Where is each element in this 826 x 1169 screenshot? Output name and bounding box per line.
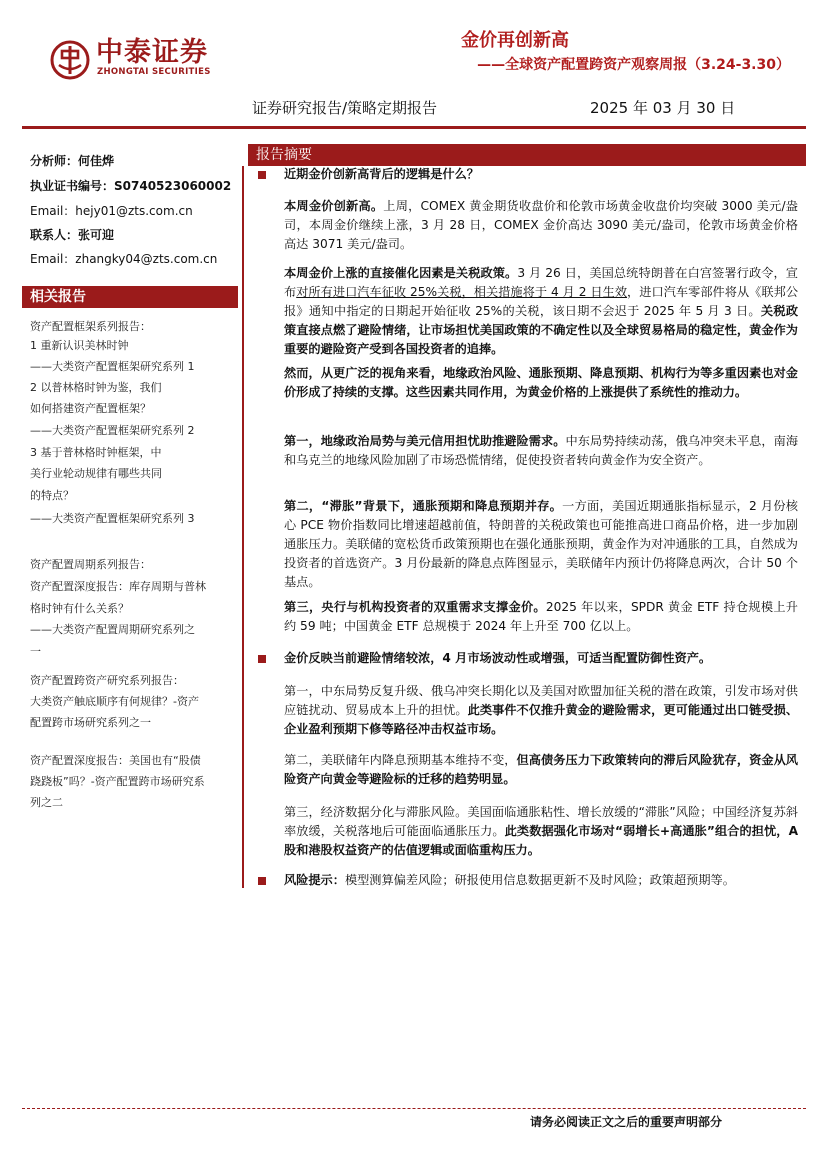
related-report-line: 跷跷板”吗？-资产配置跨市场研究系 — [30, 775, 205, 788]
report-type: 证券研究报告/策略定期报告 — [252, 99, 438, 117]
logo-icon — [50, 40, 90, 80]
footer-divider — [22, 1108, 806, 1109]
contact-line: 联系人：张可迎 — [30, 228, 115, 242]
related-report-line: 大类资产触底顺序有何规律？-资产 — [30, 695, 199, 708]
related-report-line: 资产配置跨资产研究系列报告： — [30, 674, 184, 687]
cert-number: S0740523060002 — [114, 179, 232, 193]
related-reports-heading: 相关报告 — [22, 286, 238, 308]
bullet-icon — [258, 655, 266, 663]
footer-disclaimer: 请务必阅读正文之后的重要声明部分 — [530, 1115, 723, 1129]
related-report-line: 如何搭建资产配置框架？ — [30, 402, 151, 415]
related-report-line: 资产配置框架系列报告： — [30, 320, 151, 333]
related-report-line: ——大类资产配置框架研究系列 1 — [30, 360, 195, 373]
summary-heading: 报告摘要 — [248, 144, 806, 166]
summary-paragraph-1: 本周金价创新高。上周，COMEX 黄金期货收盘价和伦敦市场黄金收盘价均突破 3000 美元/盎司，本周金价继续上涨，3 月 28 日，COMEX 金价高达 3090 美元/盎司，伦敦市场黄金价格高达 3071 美元/盎司。 — [284, 199, 798, 251]
logo-text: 中泰证券 — [96, 37, 208, 68]
related-report-line: ——大类资产配置框架研究系列 2 — [30, 424, 195, 437]
related-report-line: ——大类资产配置框架研究系列 3 — [30, 512, 195, 525]
related-report-line: 的特点？ — [30, 489, 74, 502]
summary-paragraph-9: 第三，经济数据分化与滞胀风险。美国面临通胀粘性、增长放缓的“滞胀”风险；中国经济复苏斜率放缓，关税落地后可能面临通胀压力。此类数据强化市场对“弱增长+高通胀”组合的担忧，A 股和港股权益资产的估值逻辑或面临重构压力。 — [284, 805, 798, 857]
analyst-name: 何佳烨 — [78, 154, 115, 168]
summary-paragraph-3: 然而，从更广泛的视角来看，地缘政治风险、通胀预期、降息预期、机构行为等多重因素也对金价形成了持续的支撑。这些因素共同作用，为黄金价格的上涨提供了系统性的推动力。 — [284, 366, 798, 399]
section-conclusion: 金价反映当前避险情绪较浓，4 月市场波动性或增强，可适当配置防御性资产。 — [284, 651, 712, 665]
summary-paragraph-2: 本周金价上涨的直接催化因素是关税政策。3 月 26 日，美国总统特朗普在白宫签署行政令，宣布对所有进口汽车征收 25%关税，相关措施将于 4 月 2 日生效，进口汽车零部件将从《联邦公报》通知中指定的日期起开始征收 25%的关税，该日期不会迟于 2025 年 5 月 3 日。关税政策直接点燃了避险情绪，让市场担忧美国政策的不确定性以及全球贸易格局的稳定性，黄金作为重要的避险资产受到各国投资者的追捧。 — [284, 266, 799, 356]
related-report-line: 资产配置深度报告：库存周期与普林 — [30, 580, 206, 593]
contact-email[interactable]: zhangky04@zts.com.cn — [75, 252, 218, 266]
email-line-2: Email：zhangky04@zts.com.cn — [30, 252, 218, 266]
summary-paragraph-4: 第一，地缘政治局势与美元信用担忧助推避险需求。中东局势持续动荡，俄乌冲突未平息，南海和乌克兰的地缘风险加剧了市场恐慌情绪，促使投资者转向黄金作为安全资产。 — [284, 434, 799, 467]
logo-subtext: ZHONGTAI SECURITIES — [97, 67, 211, 77]
contact-name: 张可迎 — [78, 228, 115, 242]
related-report-line: ——大类资产配置周期研究系列之 — [30, 623, 195, 636]
summary-paragraph-8: 第二，美联储年内降息预期基本维持不变，但高债务压力下政策转向的滞后风险犹存，资金从风险资产向黄金等避险标的迁移的趋势明显。 — [284, 753, 798, 786]
header-divider — [22, 126, 806, 129]
cert-line: 执业证书编号：S0740523060002 — [30, 179, 232, 193]
related-report-line: 美行业轮动规律有哪些共同 — [30, 467, 162, 480]
summary-paragraph-7: 第一，中东局势反复升级、俄乌冲突长期化以及美国对欧盟加征关税的潜在政策，引发市场对供应链扰动、贸易成本上升的担忧。此类事件不仅推升黄金的避险需求，更可能通过出口链受损、企业盈利预期下修等路径冲击权益市场。 — [284, 684, 799, 736]
related-report-line: 列之二 — [30, 796, 63, 809]
email-line-1: Email：hejy01@zts.com.cn — [30, 204, 193, 218]
related-report-line: 配置跨市场研究系列之一 — [30, 716, 151, 729]
related-report-line: 一 — [30, 645, 41, 658]
related-report-line: 2 以普林格时钟为鉴，我们 — [30, 381, 162, 394]
related-report-line: 1 重新认识美林时钟 — [30, 339, 129, 352]
bullet-icon — [258, 877, 266, 885]
related-report-line: 资产配置深度报告：美国也有“股债 — [30, 754, 201, 767]
report-date: 2025 年 03 月 30 日 — [590, 99, 736, 117]
related-report-line: 格时钟有什么关系？ — [30, 602, 129, 615]
section-question: 近期金价创新高背后的逻辑是什么？ — [284, 167, 479, 181]
risk-warning: 风险提示：模型测算偏差风险；研报使用信息数据更新不及时风险；政策超预期等。 — [284, 873, 735, 887]
analyst-email[interactable]: hejy01@zts.com.cn — [75, 204, 193, 218]
report-subtitle: ——全球资产配置跨资产观察周报（3.24-3.30） — [477, 57, 790, 73]
related-report-line: 3 基于普林格时钟框架，中 — [30, 446, 162, 459]
summary-paragraph-5: 第二，“滞胀”背景下，通胀预期和降息预期并存。一方面，美国近期通胀指标显示，2 月份核心 PCE 物价指数同比增速超越前值，特朗普的关税政策也可能推高进口商品价格，进一步加剧通胀压力。美联储的宽松货币政策预期也在强化通胀预期，黄金作为对冲通胀的工具，自然成为投资者的首选资产。3 月份最新的降息点阵图显示，美联储年内预计仍将降息两次，合计 50 个基点。 — [284, 499, 798, 589]
bullet-icon — [258, 171, 266, 179]
related-report-line: 资产配置周期系列报告： — [30, 558, 151, 571]
analyst-line: 分析师：何佳烨 — [30, 154, 115, 168]
summary-paragraph-6: 第三，央行与机构投资者的双重需求支撑金价。2025 年以来，SPDR 黄金 ETF 持仓规模上升约 59 吨；中国黄金 ETF 总规模于 2024 年上升至 700 亿以上。 — [284, 600, 798, 633]
summary-left-rule — [242, 166, 244, 888]
report-title: 金价再创新高 — [461, 30, 569, 51]
